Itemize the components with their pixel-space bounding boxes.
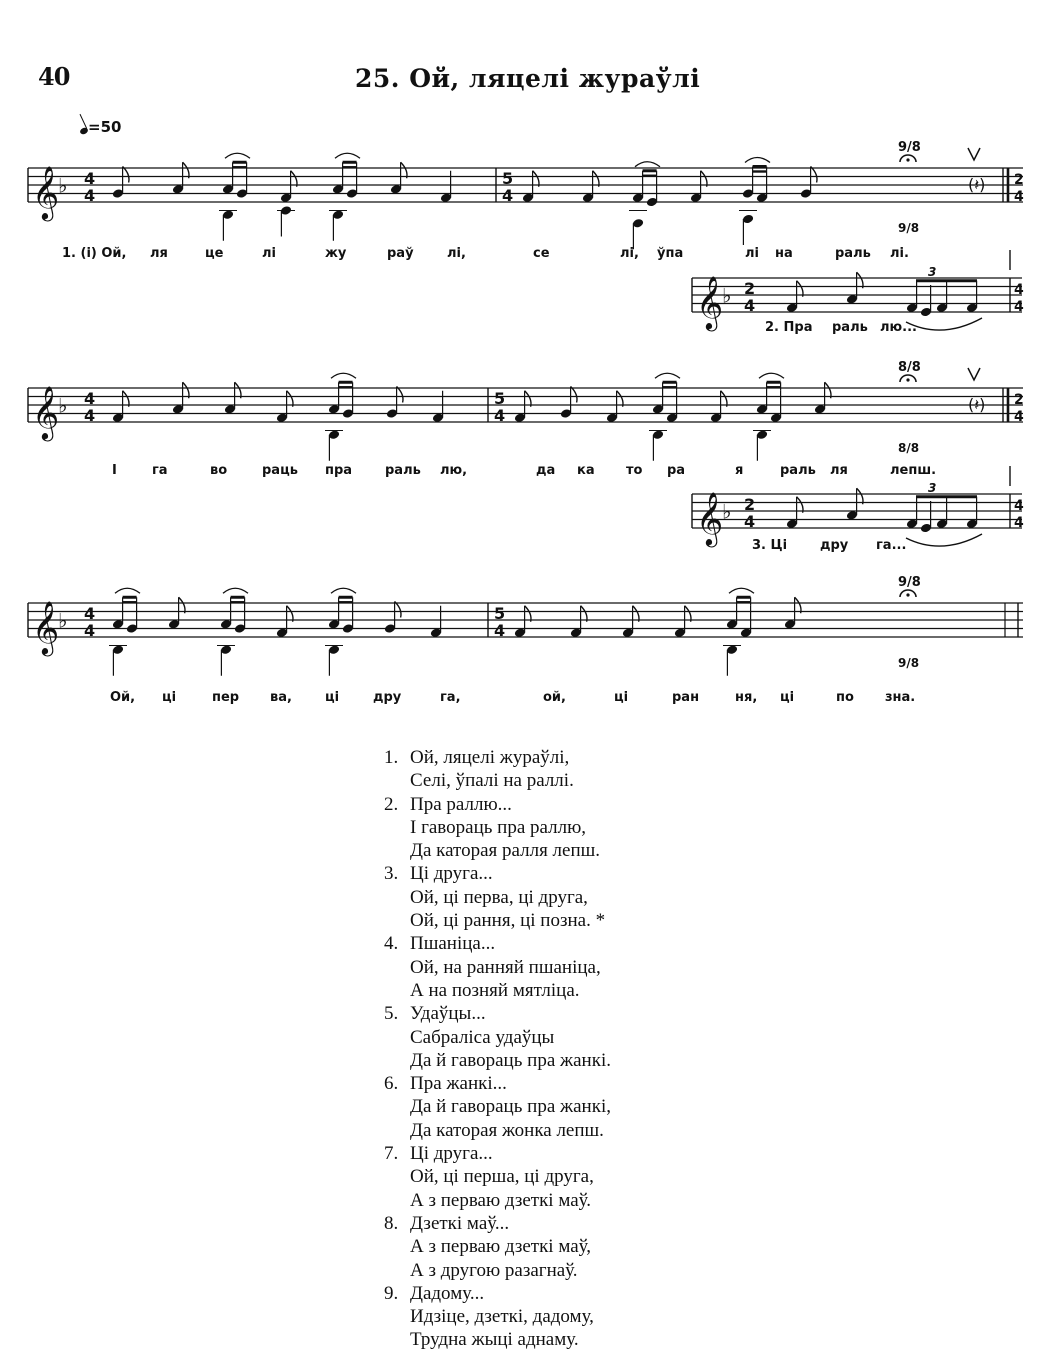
slur <box>655 373 680 378</box>
note-flag <box>571 387 577 403</box>
verse-4 <box>384 932 611 1002</box>
flat-key-signature-icon: ♭ <box>58 393 68 418</box>
verse-3 <box>384 862 611 932</box>
slur <box>115 588 140 593</box>
verse-line: Да каторая жонка лепш. <box>410 1119 604 1141</box>
verse-2 <box>384 793 611 863</box>
lyric-syllable: то <box>626 463 643 478</box>
time-signature-top: 4 <box>84 389 96 408</box>
note-flag <box>401 162 407 178</box>
lyric-syllable: ці <box>780 690 795 705</box>
note-flag <box>123 167 129 183</box>
note-flag <box>721 391 727 407</box>
lyric-syllable: га... <box>876 538 907 553</box>
note-flag <box>825 382 831 398</box>
lyric-syllable: по <box>836 690 854 705</box>
music-staff-system-2 <box>28 360 1030 465</box>
note-flag <box>633 606 639 622</box>
verse-number: 3. <box>384 863 399 885</box>
lyric-syllable: я <box>735 463 744 478</box>
lyric-syllable: раў <box>387 246 414 261</box>
lyric-syllable: лі, <box>620 246 639 261</box>
verse-5 <box>384 1002 611 1072</box>
time-signature-top: 4 <box>1014 282 1024 298</box>
verse-number: 2. <box>384 793 399 815</box>
verse-line: Трудна жыці аднаму. <box>410 1329 579 1351</box>
time-signature-top: 5 <box>494 604 506 623</box>
slur <box>223 588 248 593</box>
verse-line: Сабраліса удаўцы <box>410 1026 555 1048</box>
lyric-syllable: ой, <box>543 690 566 705</box>
note-flag <box>593 171 599 187</box>
verse-line: Удаўцы... <box>410 1003 486 1025</box>
verse-9 <box>384 1282 611 1352</box>
lyric-syllable: лі <box>262 246 276 261</box>
treble-clef-icon: 𝄞 <box>696 491 724 545</box>
verse-number: 1. <box>384 747 399 768</box>
slur <box>729 588 754 593</box>
fermata-dot <box>906 158 909 161</box>
verse-line: Дзеткі маў... <box>410 1212 510 1234</box>
verse-line: Ой, на ранняй пшаніца, <box>410 956 601 978</box>
lyric-syllable: во <box>210 463 228 478</box>
note-flag <box>287 391 293 407</box>
time-signature-bottom: 4 <box>744 512 756 531</box>
time-signature-bottom: 4 <box>1014 299 1024 315</box>
slur <box>331 588 356 593</box>
note-flag <box>797 497 803 513</box>
lyric-syllable: ня, <box>735 690 758 705</box>
note-flag <box>795 597 801 613</box>
slur <box>745 158 770 163</box>
verse-line: Ці друга... <box>410 1143 493 1165</box>
lyric-syllable: ля <box>830 463 848 478</box>
lyric-syllable: га <box>152 463 168 478</box>
note-flag <box>857 488 863 504</box>
time-signature-top: 2 <box>1014 392 1024 408</box>
fermata-duration-label: 9/8 <box>898 140 921 155</box>
verse-line: Селі, ўпалі на раллі. <box>410 770 574 792</box>
time-signature-bottom: 4 <box>1014 515 1024 531</box>
time-signature-bottom: 4 <box>744 296 756 315</box>
slur <box>635 162 660 167</box>
verse-text-block <box>384 746 611 1352</box>
note-flag <box>397 387 403 403</box>
time-signature-top: 4 <box>1014 498 1024 514</box>
verse-line: Да й гаворaць пра жанкі. <box>410 1049 611 1071</box>
lyric-syllable: лі, <box>447 246 466 261</box>
verse-number: 6. <box>384 1073 399 1095</box>
lyric-syllable: се <box>533 246 550 261</box>
ossia-lyrics-1 <box>0 320 1058 338</box>
rest-icon: (𝄽) <box>968 175 986 195</box>
verse-line: Ой, ляцелі жураўлі, <box>410 747 570 768</box>
lyric-syllable: ва, <box>270 690 292 705</box>
fermata-duration-label: 9/8 <box>898 656 920 670</box>
lyric-syllable: І <box>112 463 117 478</box>
tempo-value: =50 <box>88 118 122 136</box>
fermata-duration-label: 9/8 <box>898 575 921 590</box>
lyric-syllable: зна. <box>885 690 916 705</box>
note-flag <box>797 281 803 297</box>
lyric-syllable: рaць <box>262 463 298 478</box>
note-flag <box>525 391 531 407</box>
time-signature-bottom: 4 <box>494 406 506 425</box>
accent-icon <box>968 148 980 160</box>
verse-1 <box>384 746 611 793</box>
note-flag <box>287 606 293 622</box>
slur <box>225 153 250 158</box>
verse-7 <box>384 1142 611 1212</box>
triplet-mark: 3 <box>928 265 937 279</box>
treble-clef-icon: 𝄞 <box>32 165 60 219</box>
tempo-marking <box>80 118 121 136</box>
lyric-syllable: дру <box>373 690 402 705</box>
lyric-syllable: га, <box>440 690 461 705</box>
verse-number: 9. <box>384 1282 399 1304</box>
lyric-syllable: це <box>205 246 224 261</box>
time-signature-bottom: 4 <box>1014 409 1024 425</box>
verse-line: Ой, ці рання, ці позна. * <box>410 910 606 932</box>
slur <box>335 153 360 158</box>
fermata-dot <box>906 593 909 596</box>
flat-key-signature-icon: ♭ <box>58 608 68 633</box>
time-signature-bottom: 4 <box>84 186 96 205</box>
verse-line: І гаворaць пра раллю, <box>410 816 587 838</box>
verse-line: Ой, ці перва, ці друга, <box>410 886 588 908</box>
note-flag <box>525 606 531 622</box>
fermata-duration-label: 9/8 <box>898 221 920 235</box>
ossia-lyrics-2 <box>0 538 1058 556</box>
lyric-syllable: ран <box>672 690 700 705</box>
rest-icon: (𝄽) <box>968 395 986 415</box>
lyric-syllable: да <box>536 463 556 478</box>
time-signature-top: 4 <box>84 169 96 188</box>
verse-number: 4. <box>384 933 399 955</box>
verse-line: Да й гаворaць пра жанкі, <box>410 1096 611 1118</box>
lyric-syllable: на <box>775 246 793 261</box>
verse-line: А на позняй мятліца. <box>410 979 580 1001</box>
flat-key-signature-icon: ♭ <box>722 499 732 524</box>
verse-line: А з перваю дзеткі маў. <box>410 1189 592 1211</box>
time-signature-bottom: 4 <box>494 621 506 640</box>
slur <box>331 373 356 378</box>
note-flag <box>183 162 189 178</box>
lyric-syllable: раль <box>385 463 421 478</box>
lyric-syllable: ці <box>162 690 177 705</box>
fermata-dot <box>906 378 909 381</box>
verse-line: Дадому... <box>410 1282 485 1304</box>
treble-clef-icon: 𝄞 <box>696 275 724 329</box>
time-signature-top: 2 <box>744 279 756 298</box>
note-flag <box>811 167 817 183</box>
lyric-syllable: лі. <box>890 246 909 261</box>
note-flag <box>235 382 241 398</box>
note-flag <box>183 382 189 398</box>
lyric-syllable: 3. Ці <box>752 538 788 553</box>
fermata-duration-label: 8/8 <box>898 360 921 375</box>
verse-line: А з другою разагнаў. <box>410 1259 578 1281</box>
lyric-syllable: лепш. <box>890 463 937 478</box>
lyric-syllable: ці <box>325 690 340 705</box>
time-signature-top: 5 <box>494 389 506 408</box>
lyric-syllable: раль <box>832 320 868 335</box>
note-flag <box>291 171 297 187</box>
lyric-syllable: пра <box>325 463 353 478</box>
lyric-syllable: Ой, <box>110 690 136 705</box>
note-flag <box>617 391 623 407</box>
slur <box>759 373 784 378</box>
note-flag <box>395 602 401 618</box>
lyric-syllable: 2. Пра <box>765 320 813 335</box>
flat-key-signature-icon: ♭ <box>722 283 732 308</box>
time-signature-top: 2 <box>744 495 756 514</box>
note-flag <box>581 606 587 622</box>
time-signature-bottom: 4 <box>84 621 96 640</box>
time-signature-top: 4 <box>84 604 96 623</box>
lyric-syllable: дру <box>820 538 849 553</box>
page-number: 40 <box>38 62 70 91</box>
flat-key-signature-icon: ♭ <box>58 173 68 198</box>
lyric-syllable: ка <box>577 463 595 478</box>
verse-number: 8. <box>384 1212 399 1234</box>
lyric-syllable: раль <box>835 246 871 261</box>
time-signature-bottom: 4 <box>1014 189 1024 205</box>
verse-line: Да каторая ралля лепш. <box>410 840 601 862</box>
lyric-syllable: пер <box>212 690 240 705</box>
treble-clef-icon: 𝄞 <box>32 600 60 654</box>
accent-icon <box>968 368 980 380</box>
verse-line: Пра жанкі... <box>410 1073 507 1095</box>
verse-line: Идзіце, дзеткі, дадому, <box>410 1306 594 1328</box>
lyric-syllable: жу <box>325 246 347 261</box>
note-flag <box>179 597 185 613</box>
time-signature-bottom: 4 <box>84 406 96 425</box>
note-flag <box>685 606 691 622</box>
time-signature-bottom: 4 <box>502 186 514 205</box>
music-staff-system-1 <box>28 140 1030 245</box>
time-signature-top: 2 <box>1014 172 1024 188</box>
verse-8 <box>384 1212 611 1282</box>
lyric-syllable: ра <box>667 463 686 478</box>
note-flag <box>123 391 129 407</box>
note-flag <box>857 272 863 288</box>
verse-number: 7. <box>384 1143 399 1165</box>
verse-number: 5. <box>384 1003 399 1025</box>
lyric-syllable: лю, <box>440 463 468 478</box>
verse-line: Пра раллю... <box>410 793 512 815</box>
note-flag <box>533 171 539 187</box>
lyric-syllable: 1. (і) Ой, <box>62 246 127 261</box>
verse-line: Пшаніца... <box>410 933 496 955</box>
verse-line: Ой, ці перша, ці друга, <box>410 1166 594 1188</box>
triplet-mark: 3 <box>928 481 937 495</box>
time-signature-top: 5 <box>502 169 514 188</box>
treble-clef-icon: 𝄞 <box>32 385 60 439</box>
lyric-syllable: ці <box>614 690 629 705</box>
lyric-syllable: раль <box>780 463 816 478</box>
lyric-syllable: лю... <box>880 320 917 335</box>
music-staff-system-3 <box>28 575 1030 680</box>
lyric-syllable: ўпа <box>657 246 684 261</box>
song-title: 25. Ой, ляцелі жураўлі <box>355 64 701 93</box>
verse-6 <box>384 1072 611 1142</box>
lyrics-system-3 <box>0 690 1058 708</box>
verse-line: Ці друга... <box>410 863 493 885</box>
fermata-duration-label: 8/8 <box>898 441 920 455</box>
lyric-syllable: ля <box>150 246 168 261</box>
note-flag <box>701 171 707 187</box>
lyric-syllable: лі <box>745 246 759 261</box>
verse-line: А з перваю дзеткі маў, <box>410 1236 592 1258</box>
